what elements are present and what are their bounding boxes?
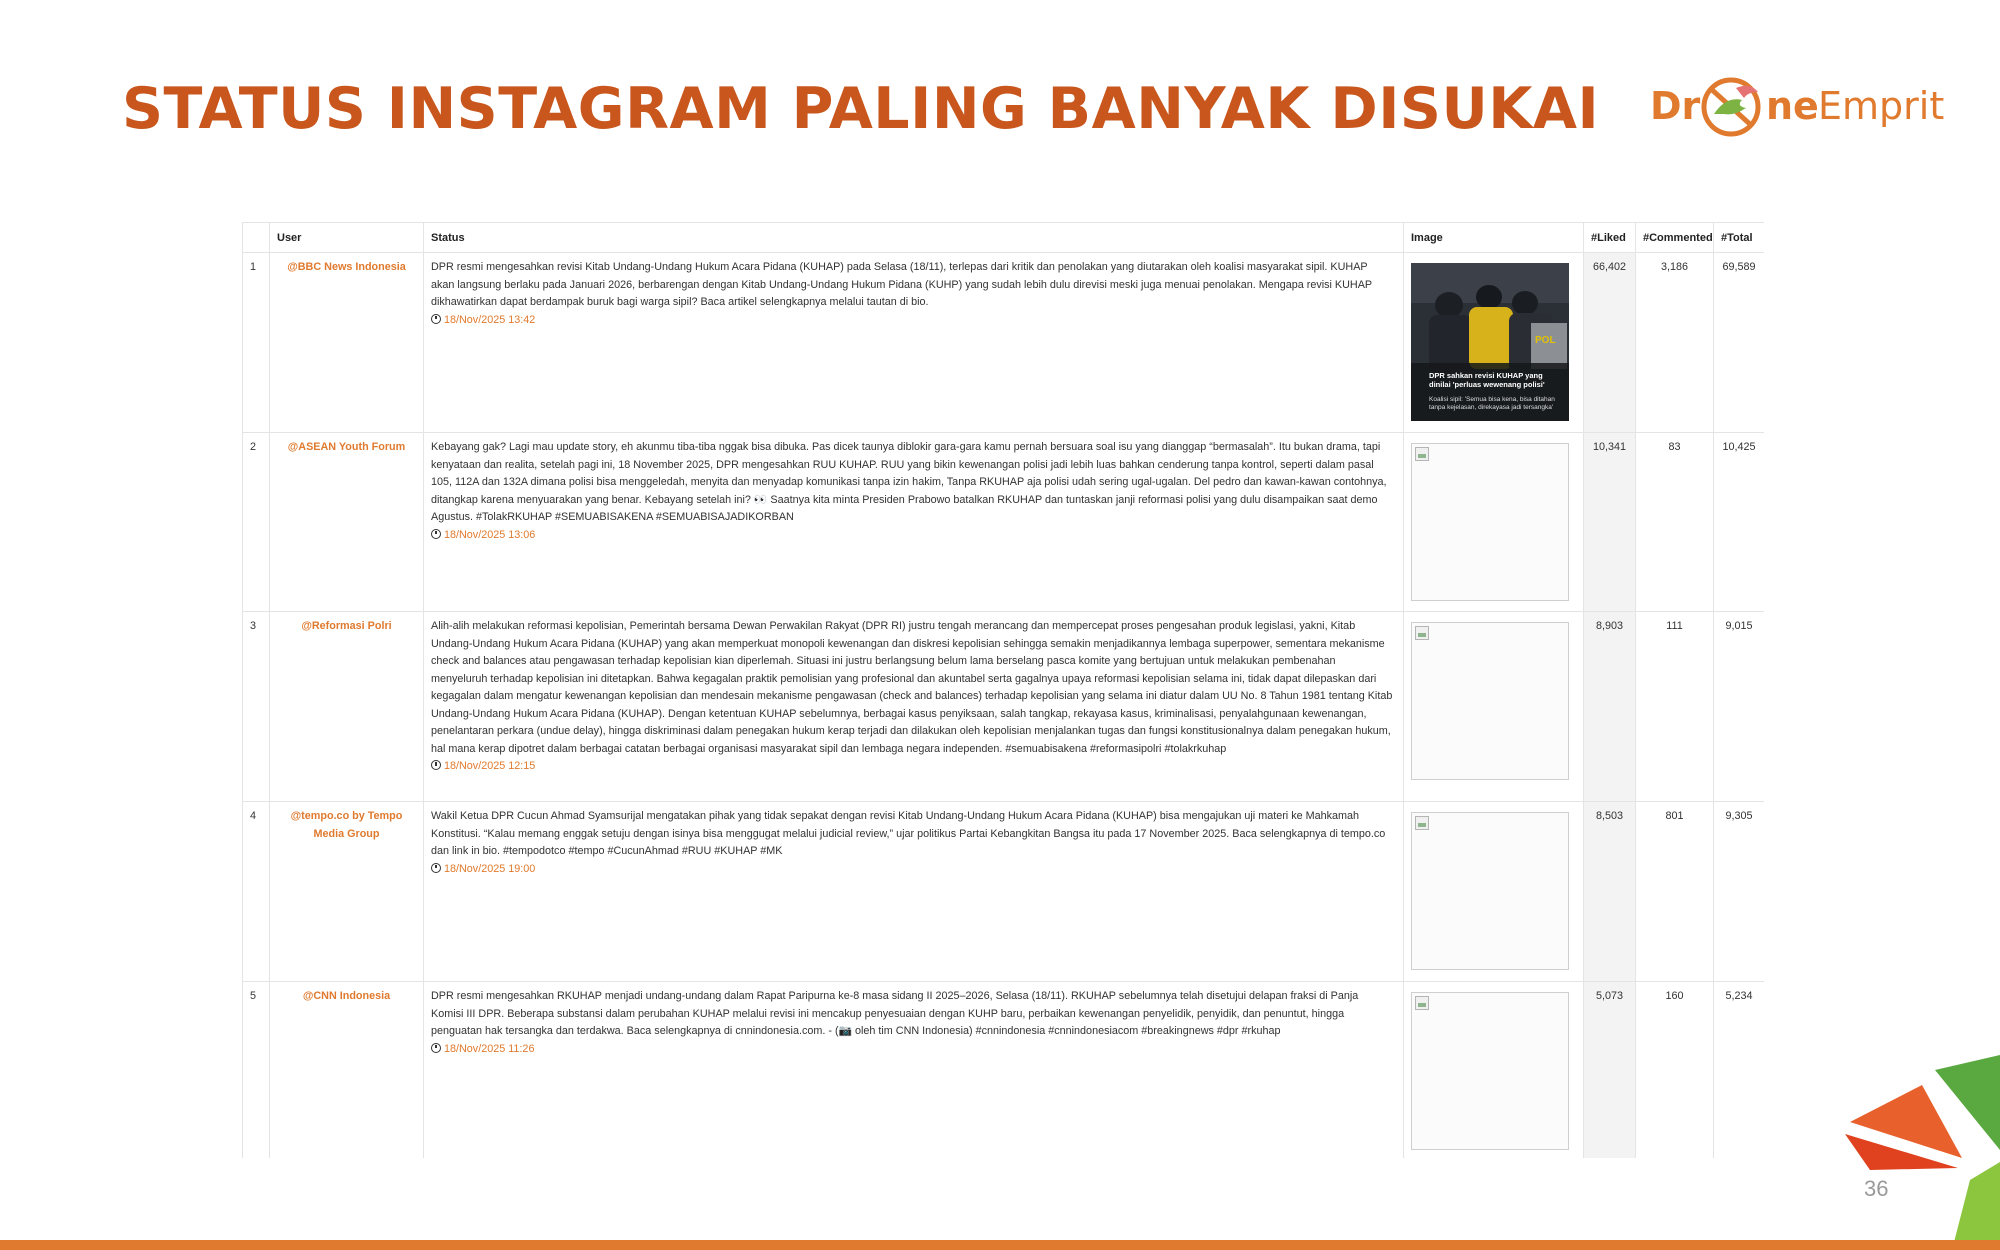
user-link[interactable]: @ASEAN Youth Forum (270, 433, 424, 612)
image-cell (1404, 982, 1584, 1159)
commented-count: 160 (1636, 982, 1714, 1159)
total-count: 10,425 (1714, 433, 1765, 612)
user-link[interactable]: @Reformasi Polri (270, 612, 424, 802)
header-status[interactable]: Status (424, 223, 1404, 253)
broken-image-icon (1415, 996, 1429, 1010)
row-number: 5 (243, 982, 270, 1159)
status-cell (424, 253, 1404, 433)
status-cell (424, 982, 1404, 1159)
post-date[interactable] (431, 312, 1393, 330)
table-row (243, 612, 1765, 802)
post-date-text: 18/Nov/2025 12:15 (444, 760, 536, 772)
status-text: Alih-alih melakukan reformasi kepolisian, Pemerintah bersama Dewan Perwakilan Rakyat (DPR RI) justru tengah merancang dan mempercepat proses pengesahan produk legislasi, yakni, Kitab Undang-Undang Hukum Acara Pidana (KUHAP) yang akan memperkuat monopoli kewenangan dan diskresi kepolisian sehingga semakin menjadikannya lembaga superpower, sementara mekanisme check and balances atau pengawasan terhadap kepolisian kian diperlemah. Situasi ini justru berlangsung belum lama berselang pasca komite yang bertujuan untuk melakukan pembenahan menyeluruh terhadap kepolisian ini ditetapkan. Bahwa kegagalan praktik pemolisian yang profesional dan akuntabel serta gagalnya upaya reformasi kepolisian selama ini, tidak dapat dilepaskan dari kegagalan dalam mengatur kewenangan kepolisian dan mendesain mekanisme pengawasan (check and balances) terhadap kepolisian yang selama ini diatur dalam UU No. 8 Tahun 1981 tentang Kitab Undang-Undang Hukum Acara Pidana (KUHAP). Dengan ketentuan KUHAP sebelumnya, berbagai kasus penyiksaan, salah tangkap, rekayasa kasus, kriminalisasi, penyalahgunaan kewenangan, penelantaran perkara (undue delay), hingga diskriminasi dalam penegakan hukum kerap terjadi dan dilakukan oleh kepolisian menjalankan tugas dan fungsi konstitusionalnya dalam penegakan hukum, hal mana kerap dipotret dalam berbagai catatan berbagai organisasi masyarakat sipil dan lembaga negara independen. #semuabisakena #reformasipolri #tolakrkuhap (431, 620, 1393, 755)
commented-count: 111 (1636, 612, 1714, 802)
logo-text-dr: Dr (1650, 84, 1701, 128)
bottom-accent-bar (0, 1240, 2000, 1250)
post-image-placeholder[interactable] (1411, 443, 1569, 601)
page-number: 36 (1864, 1176, 1889, 1201)
status-text: Kebayang gak? Lagi mau update story, eh akunmu tiba-tiba nggak bisa dibuka. Pas dicek taunya diblokir gara-gara kamu pernah bersuara soal isu yang dianggap “bermasalah”. Itu bukan drama, tapi kenyataan dan realita, setelah pagi ini, 18 November 2025, DPR mengesahkan RUU KUHAP. RUU yang bikin kewenangan polisi jadi lebih luas bahkan cenderung tanpa kontrol, seperti dalam pasal 105, 112A dan 132A dimana polisi bisa menggeledah, menyita dan menyadap komunikasi tanpa izin hakim, Tanpa RKUHAP aja polisi udah sering ugal-ugalan. Del pedro dan kawan-kawan contohnya, ditangkap karena menyuarakan yang benar. Kebayang setelah ini? 👀 Saatnya kita minta Presiden Prabowo batalkan RKUHAP dan tuntaskan janji reformasi polisi yang dulu disampaikan saat demo Agustus. #TolakRKUHAP #SEMUABISAKENA #SEMUABISAJADIKORBAN (431, 441, 1387, 523)
table-row (243, 253, 1765, 433)
post-image-placeholder[interactable] (1411, 992, 1569, 1150)
svg-text:POL: POL (1535, 335, 1556, 346)
status-cell (424, 612, 1404, 802)
post-image[interactable] (1411, 263, 1569, 421)
user-link[interactable]: @BBC News Indonesia (270, 253, 424, 433)
row-number: 2 (243, 433, 270, 612)
commented-count: 801 (1636, 802, 1714, 982)
total-count: 9,305 (1714, 802, 1765, 982)
table-row (243, 433, 1765, 612)
drone-emprit-logo (1650, 72, 1945, 142)
logo-text-ne: ne (1766, 84, 1819, 128)
drone-bird-icon (1696, 74, 1766, 140)
header-total[interactable]: #Total (1714, 223, 1765, 253)
row-number: 4 (243, 802, 270, 982)
total-count: 9,015 (1714, 612, 1765, 802)
status-text: DPR resmi mengesahkan revisi Kitab Undang-Undang Hukum Acara Pidana (KUHAP) pada Selasa (18/11), terlepas dari kritik dan penolakan yang diutarakan oleh koalisi masyarakat sipil. KUHAP akan langsung berlaku pada Januari 2026, berbarengan dengan Kitab Undang-Undang Hukum Pidana (KUHP) yang sudah lebih dulu direvisi meski juga menuai penolakan. Mengapa revisi KUHAP dikhawatirkan dapat berdampak buruk bagi warga sipil? Baca artikel selengkapnya melalui tautan di bio. (431, 261, 1372, 308)
status-text: DPR resmi mengesahkan RKUHAP menjadi undang-undang dalam Rapat Paripurna ke-8 masa sidang II 2025–2026, Selasa (18/11). RKUHAP sebelumnya telah disetujui delapan fraksi di Panja Komisi III DPR. Beberapa substansi dalam perubahan KUHAP melalui revisi ini mencakup penyesuaian dengan KUHP baru, perbaikan kewenangan penyelidik, penyidik, dan penuntut, hingga penguatan hak tersangka dan terdakwa. Baca selengkapnya di cnnindonesia.com. - (📷 oleh tim CNN Indonesia) #cnnindonesia #cnnindonesiacom #breakingnews #dpr #rkuhap (431, 990, 1359, 1037)
post-date-text: 18/Nov/2025 19:00 (444, 862, 536, 875)
image-subcaption: Koalisi sipil: 'Semua bisa kena, bisa ditahan tanpa kejelasan, direkayasa jadi tersangka' (1429, 396, 1555, 411)
row-number: 3 (243, 612, 270, 802)
clock-icon (431, 1043, 441, 1053)
post-date[interactable] (431, 527, 1393, 545)
liked-count: 10,341 (1584, 433, 1636, 612)
post-date[interactable] (431, 861, 1393, 879)
broken-image-icon (1415, 816, 1429, 830)
header-liked[interactable]: #Liked (1584, 223, 1636, 253)
image-cell (1404, 433, 1584, 612)
corner-decoration-icon (1840, 1050, 2000, 1250)
commented-count: 3,186 (1636, 253, 1714, 433)
total-count: 69,589 (1714, 253, 1765, 433)
header-user[interactable]: User (270, 223, 424, 253)
status-cell (424, 802, 1404, 982)
post-date[interactable] (431, 1041, 1393, 1059)
status-table (242, 222, 1764, 1158)
liked-count: 8,503 (1584, 802, 1636, 982)
liked-count: 5,073 (1584, 982, 1636, 1159)
image-cell (1404, 612, 1584, 802)
clock-icon (431, 314, 441, 324)
header-no (243, 223, 270, 253)
image-cell (1404, 253, 1584, 433)
liked-count: 66,402 (1584, 253, 1636, 433)
post-image-placeholder[interactable] (1411, 622, 1569, 780)
user-link[interactable]: @tempo.co by Tempo Media Group (270, 802, 424, 982)
clock-icon (431, 529, 441, 539)
commented-count: 83 (1636, 433, 1714, 612)
user-link[interactable]: @CNN Indonesia (270, 982, 424, 1159)
post-image-placeholder[interactable] (1411, 812, 1569, 970)
total-count: 5,234 (1714, 982, 1765, 1159)
logo-text-emprit: Emprit (1818, 84, 1945, 128)
image-cell (1404, 802, 1584, 982)
table-header-row (243, 223, 1765, 253)
table-row (243, 982, 1765, 1159)
liked-count: 8,903 (1584, 612, 1636, 802)
row-number: 1 (243, 253, 270, 433)
slide-title: STATUS INSTAGRAM PALING BANYAK DISUKAI (122, 76, 1600, 142)
broken-image-icon (1415, 626, 1429, 640)
table-row (243, 802, 1765, 982)
broken-image-icon (1415, 447, 1429, 461)
header-commented[interactable]: #Commented (1636, 223, 1714, 253)
post-date-text: 18/Nov/2025 13:42 (444, 313, 536, 326)
post-date-text: 18/Nov/2025 11:26 (444, 1042, 535, 1055)
status-text: Wakil Ketua DPR Cucun Ahmad Syamsurijal mengatakan pihak yang tidak sepakat dengan revisi Kitab Undang-Undang Hukum Acara Pidana (KUHAP) bisa mengajukan uji materi ke Mahkamah Konstitusi. “Kalau memang enggak setuju dengan isinya bisa menggugat melalui judicial review,” ujar politikus Partai Kebangkitan Bangsa itu pada 17 November 2025. Baca selengkapnya di tempo.co dan link in bio. #tempodotco #tempo #CucunAhmad #RUU #KUHAP #MK (431, 810, 1386, 857)
instagram-status-table (242, 222, 1764, 1158)
clock-icon (431, 760, 441, 770)
post-date-text: 18/Nov/2025 13:06 (444, 528, 536, 541)
post-date[interactable] (431, 758, 1393, 776)
clock-icon (431, 863, 441, 873)
image-caption: DPR sahkan revisi KUHAP yang dinilai 'perluas wewenang polisi' (1429, 371, 1545, 389)
header-image[interactable]: Image (1404, 223, 1584, 253)
status-cell (424, 433, 1404, 612)
